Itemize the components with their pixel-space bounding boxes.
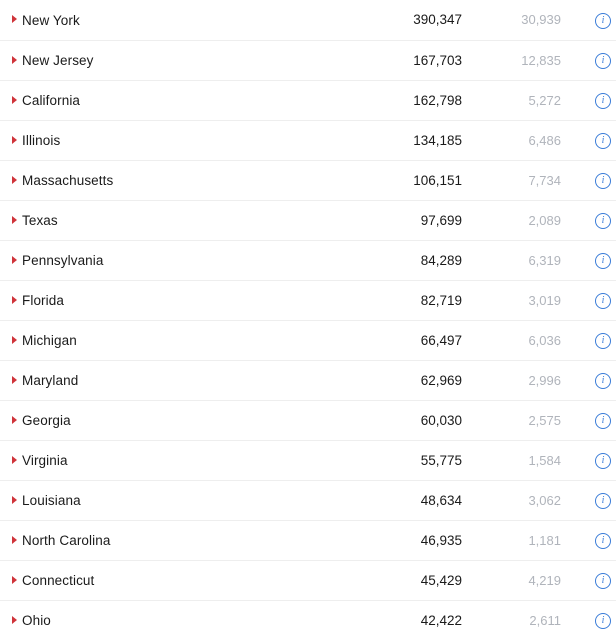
location-name: Michigan bbox=[22, 333, 77, 349]
expand-caret-icon[interactable] bbox=[12, 336, 17, 344]
cases-value: 162,798 bbox=[413, 92, 462, 108]
cases-value: 62,969 bbox=[420, 372, 462, 388]
new-cases-value: 2,575 bbox=[528, 412, 561, 428]
expand-caret-icon[interactable] bbox=[12, 216, 17, 224]
cases-value: 66,497 bbox=[420, 332, 462, 348]
new-cases-value: 3,019 bbox=[528, 292, 561, 308]
cases-value: 134,185 bbox=[413, 132, 462, 148]
location-cell[interactable] bbox=[0, 280, 342, 320]
table-row[interactable] bbox=[0, 160, 616, 200]
expand-caret-icon[interactable] bbox=[12, 256, 17, 264]
cases-value: 48,634 bbox=[420, 492, 462, 508]
location-name: Virginia bbox=[22, 453, 68, 469]
table-row[interactable] bbox=[0, 360, 616, 400]
info-cell bbox=[573, 320, 616, 360]
location-cell[interactable] bbox=[0, 80, 342, 120]
location-name: New Jersey bbox=[22, 53, 94, 69]
table-row[interactable] bbox=[0, 240, 616, 280]
location-cell[interactable] bbox=[0, 0, 342, 40]
expand-caret-icon[interactable] bbox=[12, 416, 17, 424]
info-cell bbox=[573, 400, 616, 440]
new-cases-value: 5,272 bbox=[528, 92, 561, 108]
info-cell bbox=[573, 600, 616, 640]
location-name: California bbox=[22, 93, 81, 109]
info-icon[interactable]: i bbox=[595, 173, 611, 189]
info-icon[interactable]: i bbox=[595, 493, 611, 509]
table-row[interactable] bbox=[0, 480, 616, 520]
expand-caret-icon[interactable] bbox=[12, 576, 17, 584]
location-name: Illinois bbox=[22, 133, 61, 149]
info-icon[interactable]: i bbox=[595, 413, 611, 429]
location-name: Pennsylvania bbox=[22, 253, 104, 269]
new-cases-value: 12,835 bbox=[521, 52, 561, 68]
new-cases-value: 2,996 bbox=[528, 372, 561, 388]
expand-caret-icon[interactable] bbox=[12, 456, 17, 464]
location-cell[interactable] bbox=[0, 240, 342, 280]
location-cell[interactable] bbox=[0, 120, 342, 160]
info-icon[interactable]: i bbox=[595, 453, 611, 469]
expand-caret-icon[interactable] bbox=[12, 96, 17, 104]
table-row[interactable] bbox=[0, 280, 616, 320]
new-cases-value: 30,939 bbox=[521, 12, 561, 28]
info-icon[interactable]: i bbox=[595, 613, 611, 629]
expand-caret-icon[interactable] bbox=[12, 176, 17, 184]
expand-caret-icon[interactable] bbox=[12, 616, 17, 624]
info-icon[interactable]: i bbox=[595, 213, 611, 229]
new-cases-value: 2,089 bbox=[528, 212, 561, 228]
info-cell bbox=[573, 40, 616, 80]
info-cell bbox=[573, 560, 616, 600]
info-cell bbox=[573, 120, 616, 160]
table-row[interactable] bbox=[0, 80, 616, 120]
cases-value: 46,935 bbox=[420, 532, 462, 548]
table-row[interactable] bbox=[0, 320, 616, 360]
location-name: Louisiana bbox=[22, 493, 81, 509]
info-cell bbox=[573, 360, 616, 400]
location-cell[interactable] bbox=[0, 360, 342, 400]
expand-caret-icon[interactable] bbox=[12, 296, 17, 304]
table-row[interactable] bbox=[0, 400, 616, 440]
table-row[interactable] bbox=[0, 120, 616, 160]
location-cell[interactable] bbox=[0, 480, 342, 520]
location-cell[interactable] bbox=[0, 520, 342, 560]
info-cell bbox=[573, 240, 616, 280]
info-cell bbox=[573, 520, 616, 560]
new-cases-value: 2,611 bbox=[529, 612, 561, 628]
info-icon[interactable]: i bbox=[595, 293, 611, 309]
location-name: Georgia bbox=[22, 413, 71, 429]
new-cases-value: 7,734 bbox=[528, 172, 561, 188]
cases-value: 390,347 bbox=[413, 12, 462, 28]
table-row[interactable] bbox=[0, 0, 616, 40]
new-cases-value: 6,319 bbox=[528, 252, 561, 268]
info-cell bbox=[573, 440, 616, 480]
info-icon[interactable]: i bbox=[595, 13, 611, 29]
cases-value: 42,422 bbox=[420, 612, 462, 628]
info-icon[interactable]: i bbox=[595, 533, 611, 549]
new-cases-value: 1,584 bbox=[528, 452, 561, 468]
cases-value: 97,699 bbox=[420, 212, 462, 228]
location-name: Maryland bbox=[22, 373, 79, 389]
new-cases-value: 6,486 bbox=[528, 132, 561, 148]
location-name: New York bbox=[22, 12, 80, 28]
info-icon[interactable]: i bbox=[595, 573, 611, 589]
location-cell[interactable] bbox=[0, 400, 342, 440]
table-row[interactable] bbox=[0, 40, 616, 80]
new-cases-value: 1,181 bbox=[528, 532, 561, 548]
info-cell bbox=[573, 160, 616, 200]
info-cell bbox=[573, 480, 616, 520]
new-cases-value: 6,036 bbox=[528, 332, 561, 348]
table-row[interactable] bbox=[0, 560, 616, 600]
new-cases-value: 4,219 bbox=[528, 572, 561, 588]
expand-caret-icon[interactable] bbox=[12, 536, 17, 544]
info-icon[interactable]: i bbox=[595, 373, 611, 389]
info-cell bbox=[573, 0, 616, 40]
table-row[interactable] bbox=[0, 440, 616, 480]
info-cell bbox=[573, 280, 616, 320]
info-icon[interactable]: i bbox=[595, 93, 611, 109]
info-cell bbox=[573, 80, 616, 120]
cases-value: 106,151 bbox=[413, 172, 462, 188]
expand-caret-icon[interactable] bbox=[12, 56, 17, 64]
info-icon[interactable]: i bbox=[595, 333, 611, 349]
location-cell[interactable] bbox=[0, 320, 342, 360]
location-cell[interactable] bbox=[0, 600, 342, 640]
location-name: Florida bbox=[22, 293, 64, 309]
table-row[interactable] bbox=[0, 520, 616, 560]
cases-value: 167,703 bbox=[413, 52, 462, 68]
location-name: Massachusetts bbox=[22, 173, 114, 189]
location-cell[interactable] bbox=[0, 560, 342, 600]
location-name: Texas bbox=[22, 213, 58, 229]
location-name: North Carolina bbox=[22, 533, 111, 549]
info-icon[interactable]: i bbox=[595, 133, 611, 149]
table-row[interactable] bbox=[0, 600, 616, 640]
info-icon[interactable]: i bbox=[595, 53, 611, 69]
expand-caret-icon[interactable] bbox=[12, 15, 17, 23]
info-cell bbox=[573, 200, 616, 240]
info-icon[interactable]: i bbox=[595, 253, 611, 269]
location-name: Connecticut bbox=[22, 573, 95, 589]
table-row[interactable] bbox=[0, 200, 616, 240]
cases-value: 45,429 bbox=[420, 572, 462, 588]
cases-value: 82,719 bbox=[420, 292, 462, 308]
expand-caret-icon[interactable] bbox=[12, 376, 17, 384]
new-cases-value: 3,062 bbox=[528, 492, 561, 508]
expand-caret-icon[interactable] bbox=[12, 496, 17, 504]
location-name: Ohio bbox=[22, 613, 51, 629]
cases-value: 60,030 bbox=[420, 412, 462, 428]
location-cell[interactable] bbox=[0, 40, 342, 80]
cases-value: 84,289 bbox=[420, 252, 462, 268]
cases-value: 55,775 bbox=[420, 452, 462, 468]
location-cell[interactable] bbox=[0, 160, 342, 200]
expand-caret-icon[interactable] bbox=[12, 136, 17, 144]
location-cell[interactable] bbox=[0, 200, 342, 240]
location-cell[interactable] bbox=[0, 440, 342, 480]
